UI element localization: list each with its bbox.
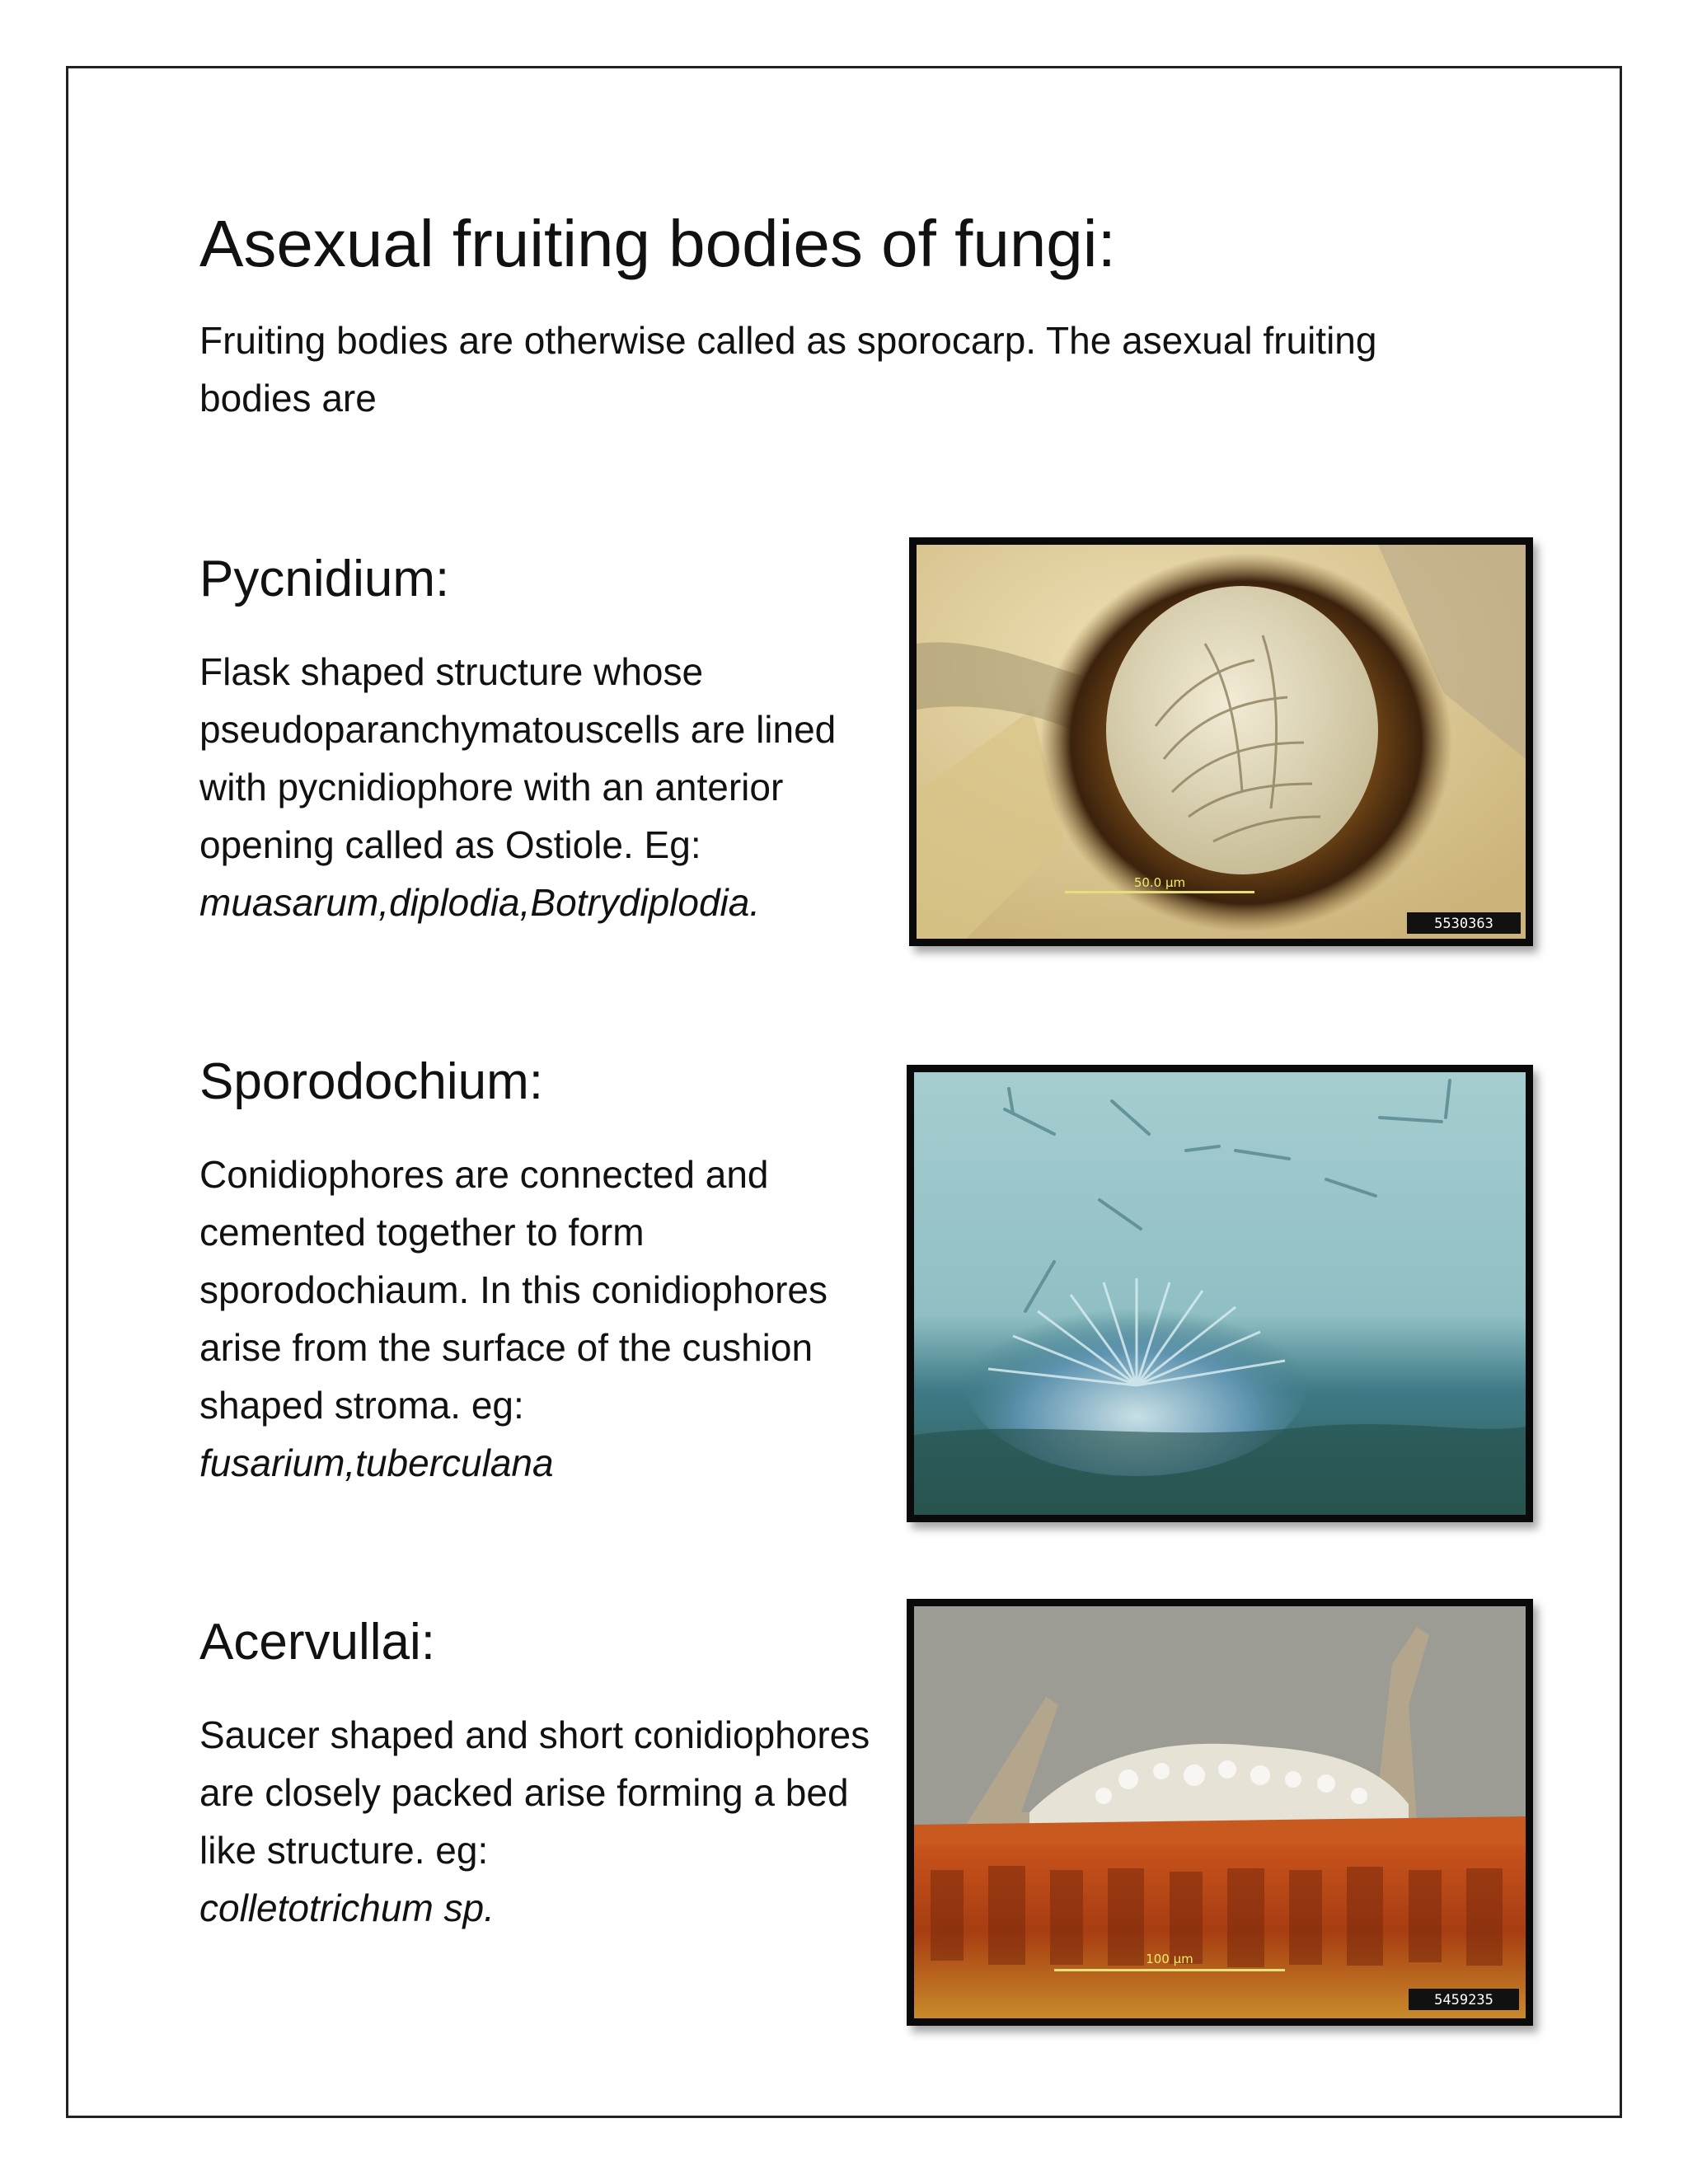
pycnidium-micrograph (909, 537, 1533, 946)
section-text-pycnidium: Flask shaped structure whose pseudoparanchymatouscells are lined with pycnidiophore with an anterior opening called as Ostiole. Eg: (199, 650, 837, 866)
pycnidium-id-tag: 5530363 (1434, 916, 1493, 932)
section-example-pycnidium: muasarum,diplodia,Botrydiplodia. (199, 881, 761, 924)
section-body-sporodochium (199, 1146, 900, 1492)
acervulus-scale-label: 100 µm (1146, 1952, 1193, 1966)
section-body-acervullai (199, 1706, 900, 1937)
section-heading-acervullai: Acervullai: (199, 1614, 435, 1671)
section-example-acervullai: colletotrichum sp. (199, 1886, 495, 1929)
acervulus-id-tag: 5459235 (1434, 1992, 1493, 2008)
section-text-acervullai: Saucer shaped and short conidiophores are closely packed arise forming a bed like structure. eg: (199, 1713, 870, 1872)
pycnidium-scale-label: 50.0 µm (1133, 875, 1186, 890)
section-body-pycnidium (199, 643, 900, 931)
section-example-sporodochium: fusarium,tuberculana (199, 1441, 554, 1484)
section-heading-sporodochium: Sporodochium: (199, 1053, 544, 1110)
sporodochium-micrograph (907, 1065, 1533, 1522)
page-title: Asexual fruiting bodies of fungi: (199, 207, 1116, 280)
acervulus-micrograph (907, 1599, 1533, 2026)
section-heading-pycnidium: Pycnidium: (199, 551, 450, 607)
section-text-sporodochium: Conidiophores are connected and cemented together to form sporodochiaum. In this conidiophores arise from the surface of the cushion shaped stroma. eg: (199, 1153, 828, 1427)
intro-paragraph: Fruiting bodies are otherwise called as sporocarp. The asexual fruiting bodies are (199, 319, 1377, 419)
